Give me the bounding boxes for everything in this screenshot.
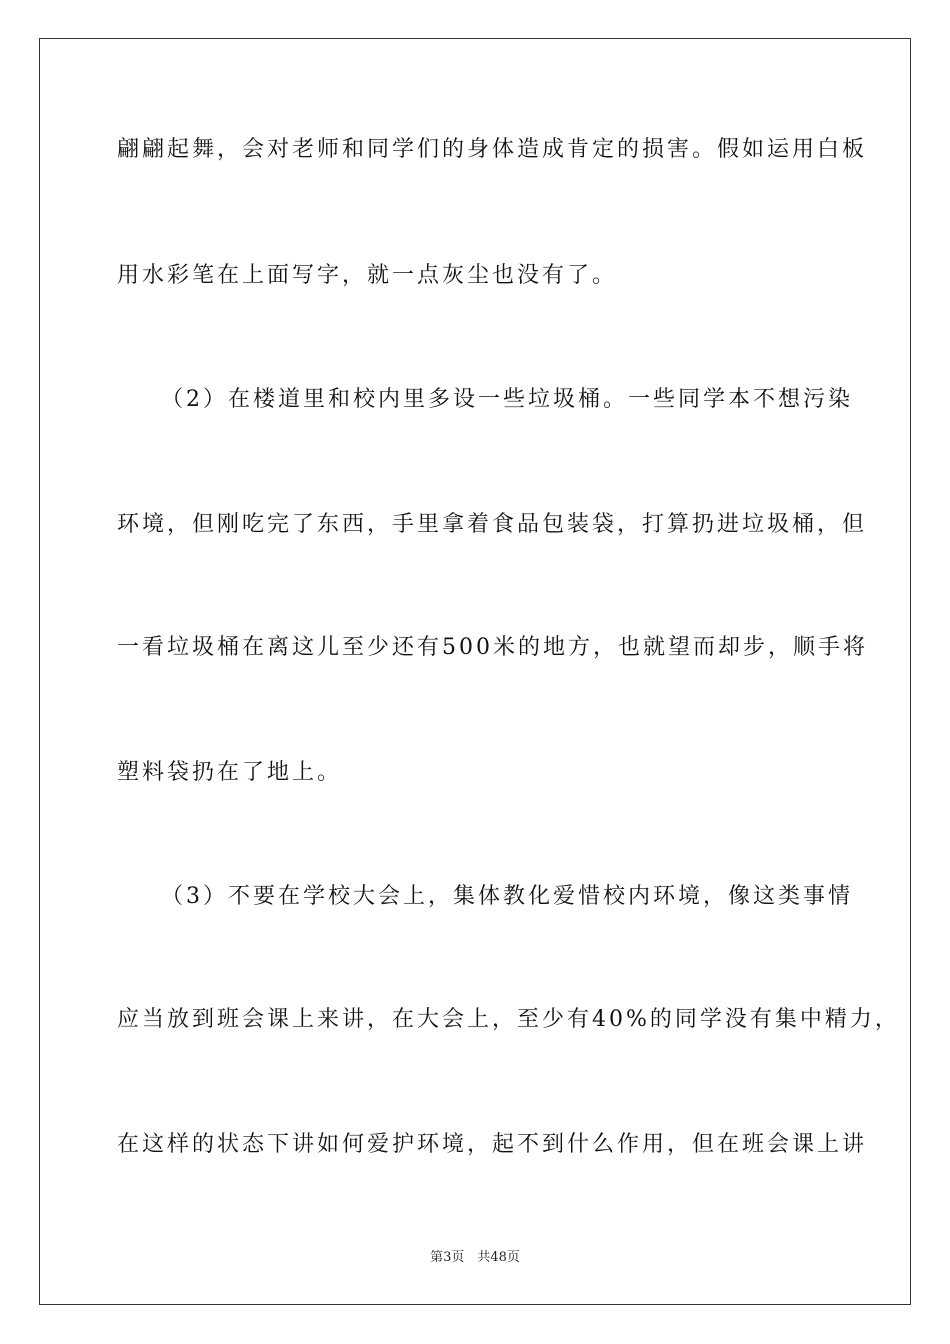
text-line-6: 塑料袋扔在了地上。 [117,760,343,785]
page-number-footer: 第3页 共48页 [430,1250,520,1265]
page-border [39,38,911,1305]
text-line-4: 环境，但刚吃完了东西，手里拿着食品包装袋，打算扔进垃圾桶，但 [117,512,868,537]
text-line-8: 应当放到班会课上来讲，在大会上，至少有40%的同学没有集中精力， [117,1007,900,1032]
text-line-1: 翩翩起舞，会对老师和同学们的身体造成肯定的损害。假如运用白板 [117,137,868,162]
text-line-7-paragraph-3: （3）不要在学校大会上，集体教化爱惜校内环境，像这类事情 [161,884,853,909]
text-line-2: 用水彩笔在上面写字，就一点灰尘也没有了。 [117,263,618,288]
text-line-3-paragraph-2: （2）在楼道里和校内里多设一些垃圾桶。一些同学本不想污染 [161,387,853,412]
text-line-9: 在这样的状态下讲如何爱护环境，起不到什么作用，但在班会课上讲 [117,1132,868,1157]
text-line-5: 一看垃圾桶在离这儿至少还有500米的地方，也就望而却步，顺手将 [117,635,868,660]
